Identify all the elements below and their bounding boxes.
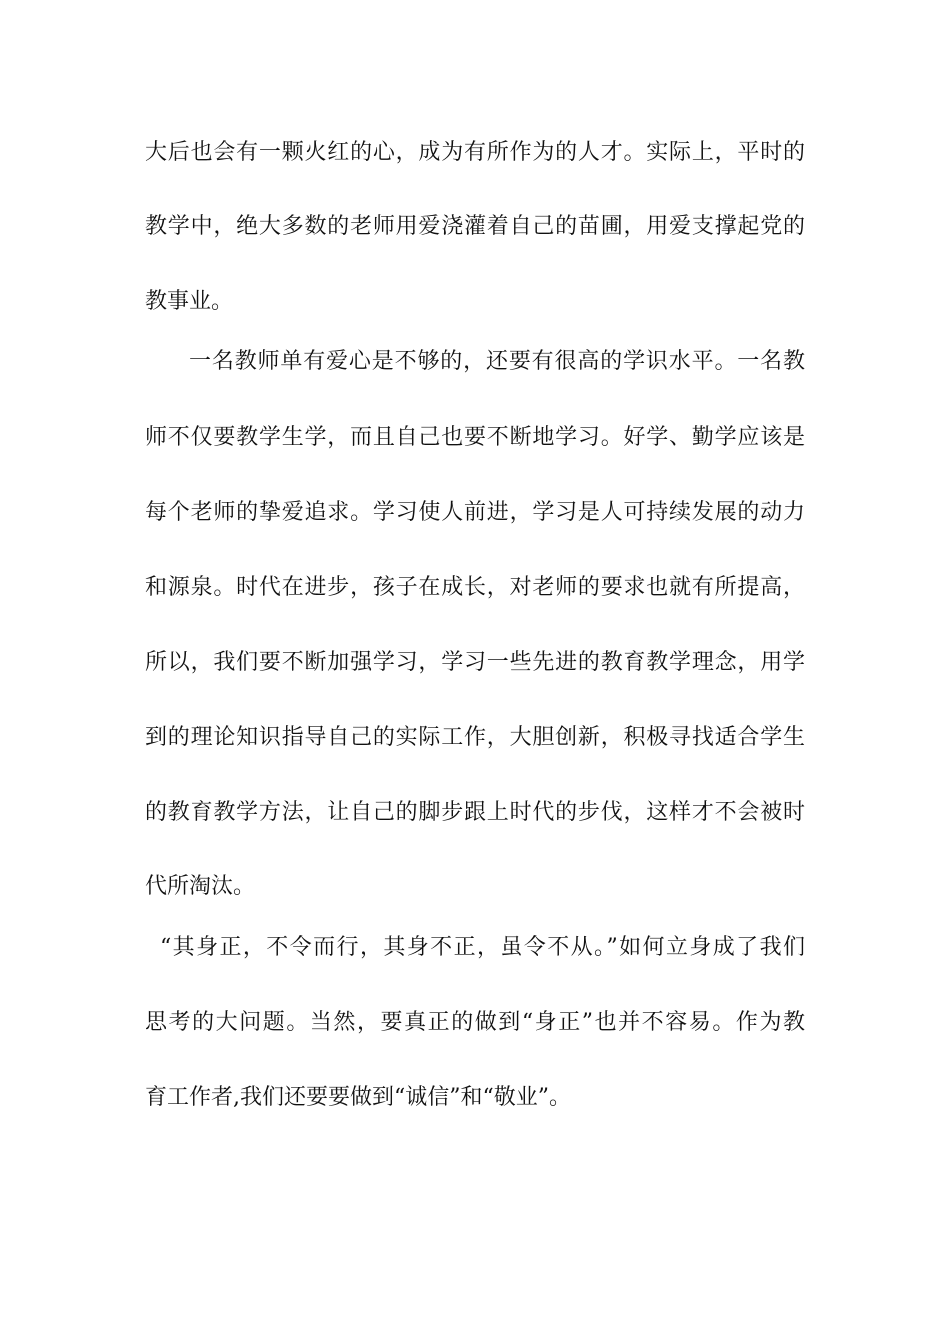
text-line: 教事业。 [145, 289, 234, 314]
text-line: 思考的大问题。当然，要真正的做到“身正”也并不容易。作为教 [145, 1010, 805, 1035]
text-line: 育工作者,我们还要要做到“诚信”和“敬业”。 [145, 1085, 571, 1110]
text-line: 到的理论知识指导自己的实际工作，大胆创新，积极寻找适合学生 [145, 725, 805, 750]
paragraph-first-line: 一名教师单有爱心是不够的，还要有很高的学识水平。一名教 [189, 349, 805, 374]
text-line: 代所淘汰。 [145, 874, 256, 899]
text-line: 教学中，绝大多数的老师用爱浇灌着自己的苗圃，用爱支撑起党的 [145, 214, 805, 239]
text-line: 的教育教学方法，让自己的脚步跟上时代的步伐，这样才不会被时 [145, 800, 805, 825]
text-line: 和源泉。时代在进步，孩子在成长，对老师的要求也就有所提高， [145, 575, 805, 600]
paragraph-first-line: “其身正，不令而行，其身不正，虽令不从。”如何立身成了我们 [160, 935, 805, 960]
text-line: 每个老师的挚爱追求。学习使人前进，学习是人可持续发展的动力 [145, 500, 805, 525]
text-line: 所以，我们要不断加强学习，学习一些先进的教育教学理念，用学 [145, 650, 805, 675]
text-line: 师不仅要教学生学，而且自己也要不断地学习。好学、勤学应该是 [145, 425, 805, 450]
text-line: 大后也会有一颗火红的心，成为有所作为的人才。实际上，平时的 [145, 140, 805, 165]
